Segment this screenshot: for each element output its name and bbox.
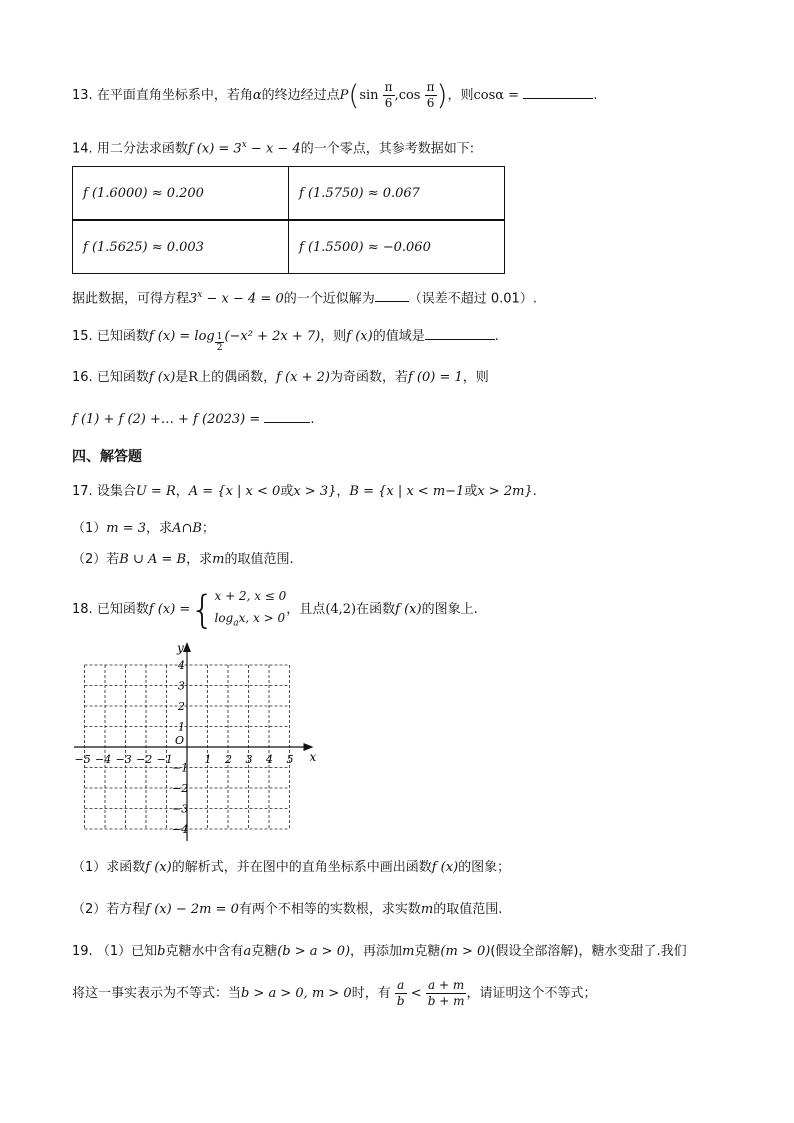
text: 克糖	[414, 944, 441, 959]
text: (假设全部溶解)，糖水变甜了.我们	[490, 944, 687, 959]
text: （1）已知	[96, 944, 158, 959]
x-tick-label: 1	[204, 753, 212, 766]
math: f (x) = 3	[187, 141, 242, 157]
question-16-line2	[72, 410, 315, 430]
log-base	[215, 332, 225, 353]
numerator: a + m	[426, 978, 467, 994]
math: f (x) = log	[148, 329, 215, 344]
text: ，则	[320, 329, 347, 344]
table-row	[73, 220, 505, 274]
numerator: 1	[216, 332, 223, 342]
math: P	[339, 88, 349, 103]
math: f (x)	[148, 370, 176, 385]
numerator: a	[395, 978, 407, 994]
question-number: 17.	[72, 484, 93, 499]
text: ，请证明这个不等式；	[466, 986, 597, 1001]
denominator: b + m	[427, 994, 465, 1008]
x-tick-label: −3	[115, 753, 132, 766]
math: log	[214, 611, 234, 625]
text: ；	[201, 521, 215, 536]
math: (m > 0)	[440, 944, 491, 959]
text: 的取值范围.	[224, 552, 294, 567]
text: ，	[175, 484, 189, 499]
math: B = {x | x < m−1	[349, 484, 465, 499]
y-tick-label: −3	[172, 802, 189, 816]
fraction	[426, 978, 467, 1009]
text: 克糖	[251, 944, 278, 959]
table-cell: f (1.6000) ≈ 0.200	[73, 167, 289, 221]
answer-blank[interactable]	[523, 86, 593, 99]
text: 据此数据，可得方程	[72, 291, 190, 307]
y-axis-arrow	[183, 642, 191, 652]
denominator: 6	[384, 96, 393, 110]
math: f (0) = 1	[407, 370, 463, 385]
math: R	[188, 370, 199, 385]
x-tick-label: −4	[95, 753, 112, 766]
question-14	[72, 135, 474, 159]
denominator: b	[396, 994, 405, 1008]
question-17-part-1	[72, 519, 215, 539]
table-row	[73, 167, 505, 221]
question-number: 14.	[72, 141, 93, 157]
text: ，求	[186, 552, 213, 567]
math: (−x² + 2x + 7)	[224, 329, 321, 344]
text: （1）求函数	[72, 860, 146, 875]
text: 将这一事实表示为不等式：当	[72, 986, 242, 1001]
text: ，则	[462, 370, 489, 385]
math: b > a > 0, m > 0	[241, 986, 352, 1001]
section-heading: 四、解答题	[72, 449, 142, 465]
math: 3	[189, 291, 198, 307]
numerator: π	[384, 80, 393, 94]
math: f (x)	[431, 860, 459, 875]
text: 已知函数	[96, 602, 149, 618]
y-tick-label: 3	[178, 679, 185, 693]
y-tick-label: −2	[172, 782, 189, 795]
question-14-answer	[72, 285, 537, 309]
math: A∩B	[172, 521, 202, 536]
text: （2）若方程	[72, 902, 146, 917]
case	[214, 607, 286, 634]
question-17	[72, 482, 537, 502]
question-15	[72, 322, 499, 353]
piecewise-cases	[214, 585, 286, 634]
fraction	[425, 80, 437, 111]
text: ，再添加	[350, 944, 403, 959]
math: f (x)	[145, 860, 172, 875]
text: 设集合	[96, 484, 136, 499]
text: 的值域是	[372, 329, 425, 344]
math: sin	[359, 88, 379, 103]
math: cos	[398, 88, 421, 103]
math: U = R	[135, 484, 176, 499]
text: （误差不超过 0.01）.	[408, 291, 537, 307]
math: m	[420, 902, 434, 917]
text: .	[310, 412, 315, 427]
question-17-part-2	[72, 550, 294, 570]
math: f (x) =	[148, 602, 191, 618]
math: f (x) − 2m = 0	[145, 902, 239, 917]
math: <	[410, 986, 422, 1001]
text: 已知函数	[96, 370, 149, 385]
text: .	[593, 88, 598, 103]
x-axis-label: x	[309, 750, 317, 764]
text: ，求	[146, 521, 173, 536]
math: − x − 4 = 0	[202, 291, 284, 307]
text: 已知函数	[96, 329, 149, 344]
denominator: 2	[216, 343, 223, 353]
text: 是	[175, 370, 189, 385]
math: a	[243, 944, 252, 959]
fraction	[395, 978, 407, 1009]
question-number: 15.	[72, 329, 93, 344]
y-tick-label: −1	[172, 761, 189, 775]
x-tick-label: 4	[266, 753, 273, 766]
table-cell: f (1.5750) ≈ 0.067	[289, 167, 505, 221]
text: 在函数	[356, 602, 396, 618]
math: f (x)	[346, 329, 373, 344]
y-tick-label: −4	[172, 823, 189, 836]
question-13: 13. 在平面直角坐标系中，若角α的终边经过点P(sin $\frac{\pi}{6}$ ,cos $\frac{\pi}{6}$ )，则cosα = .	[72, 78, 598, 112]
table-cell: f (1.5500) ≈ −0.060	[289, 220, 505, 274]
text: 有两个不相等的实数根，求实数	[238, 902, 421, 917]
text: 克糖水中含有	[165, 944, 244, 959]
text: 的图象；	[458, 860, 511, 875]
math: (4,2)	[325, 602, 357, 618]
x-tick-label: 2	[225, 753, 232, 766]
text: 的一个近似解为	[283, 291, 375, 307]
math: a	[233, 618, 239, 629]
question-18-part-2	[72, 900, 502, 920]
math: − x − 4	[246, 141, 301, 157]
question-18	[72, 585, 478, 634]
math: x	[197, 290, 203, 300]
brace: {	[190, 587, 215, 632]
answer-blank[interactable]	[375, 289, 409, 302]
text: 用二分法求函数	[96, 141, 188, 157]
text: 的取值范围.	[433, 902, 503, 917]
text: ，则	[447, 88, 474, 103]
math: f (1) + f (2) +… + f (2023) =	[72, 412, 261, 427]
fraction	[383, 80, 395, 111]
coordinate-grid	[70, 640, 320, 845]
text: 或	[280, 484, 294, 499]
text: ，且点	[286, 602, 326, 618]
question-19	[72, 942, 687, 962]
paren: (	[348, 78, 360, 112]
table-cell: f (1.5625) ≈ 0.003	[73, 220, 289, 274]
math: x, x > 0	[238, 611, 286, 625]
text: 的一个零点，其参考数据如下:	[300, 141, 475, 157]
origin-label: O	[175, 734, 185, 747]
answer-blank[interactable]	[425, 327, 495, 340]
math: A = {x | x < 0	[188, 484, 281, 499]
math: x	[241, 140, 247, 150]
question-number: 18.	[72, 602, 93, 618]
y-tick-label: 4	[178, 659, 185, 672]
question-number: 19.	[72, 944, 93, 959]
bisection-table	[72, 166, 505, 274]
text: 的解析式，并在图中的直角坐标系中画出函数	[171, 860, 432, 875]
case: x + 2, x ≤ 0	[214, 589, 287, 603]
y-tick-label: 2	[178, 700, 185, 713]
text: 为奇函数，若	[329, 370, 408, 385]
math: x > 2m}	[477, 484, 533, 499]
math: m = 3	[106, 521, 147, 536]
question-19-line2	[72, 976, 597, 1012]
text: 或	[464, 484, 478, 499]
x-tick-label: −1	[156, 753, 173, 766]
text: 的图象上.	[421, 602, 478, 618]
math: B ∪ A = B	[119, 552, 187, 567]
x-tick-label: −5	[74, 753, 91, 766]
text: 的终边经过点	[261, 88, 340, 103]
math: α	[252, 88, 262, 103]
math: (b > a > 0)	[277, 944, 351, 959]
question-18-part-1	[72, 858, 510, 878]
question-number: 13.	[72, 88, 93, 103]
question-number: 16.	[72, 370, 93, 385]
math: cosα =	[473, 88, 520, 103]
math: m	[212, 552, 225, 567]
math: x > 3}	[293, 484, 337, 499]
text: .	[494, 329, 499, 344]
text: .	[532, 484, 537, 499]
text: ，	[336, 484, 350, 499]
paren: )	[436, 78, 448, 112]
answer-blank[interactable]	[264, 410, 310, 423]
numerator: π	[426, 80, 435, 94]
denominator: 6	[426, 96, 435, 110]
math: f (x + 2)	[276, 370, 330, 385]
x-tick-label: 5	[286, 753, 294, 766]
math: m	[402, 944, 415, 959]
math: b	[157, 944, 166, 959]
y-axis-label: y	[177, 641, 184, 655]
text: 在平面直角坐标系中，若角	[96, 88, 253, 103]
x-tick-label: 3	[245, 753, 253, 766]
text: 上的偶函数，	[198, 370, 277, 385]
text: （2）若	[72, 552, 120, 567]
question-16	[72, 368, 489, 388]
math: f (x)	[395, 602, 422, 618]
text: 时，有	[351, 986, 391, 1001]
y-tick-label: 1	[178, 720, 185, 734]
text: （1）	[72, 521, 107, 536]
x-tick-label: −2	[136, 753, 153, 766]
